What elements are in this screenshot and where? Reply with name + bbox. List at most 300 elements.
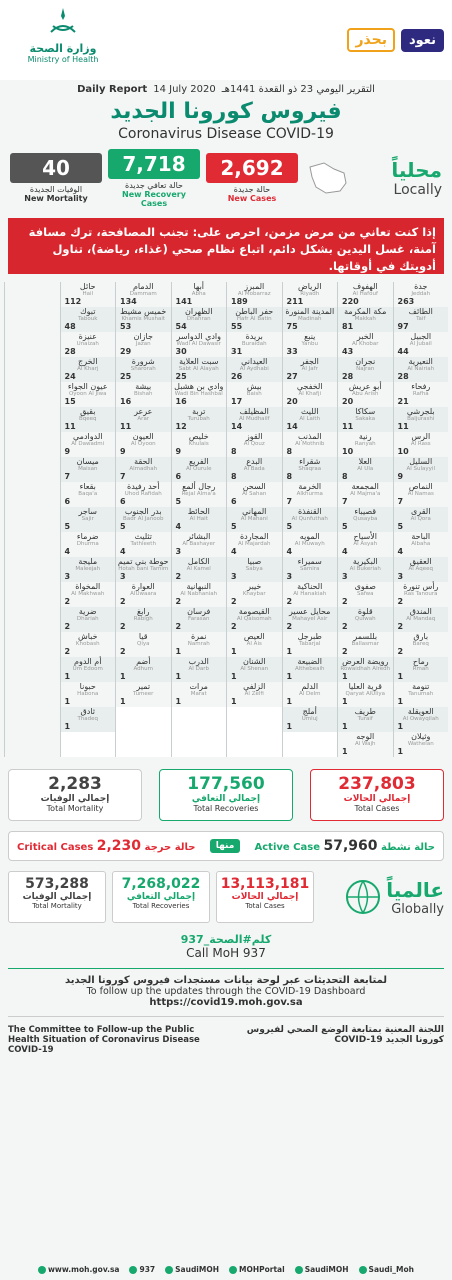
city-cell <box>172 507 227 532</box>
cities-column <box>393 282 449 757</box>
city-case-count: 112 <box>64 297 82 306</box>
city-case-count: 43 <box>342 347 354 356</box>
city-case-count: 14 <box>231 422 243 431</box>
total-recoveries-value: 177,560 <box>187 774 265 794</box>
cities-column <box>226 282 282 757</box>
city-name-en: Al Bashayer <box>182 541 216 547</box>
city-name-en: Dammam <box>129 291 157 297</box>
city-cell <box>283 482 338 507</box>
city-name-en: Sharorah <box>130 366 156 372</box>
city-name-en: Uhod Rafidah <box>124 491 162 497</box>
footer-portal-text: MOHPortal <box>239 1265 285 1274</box>
city-name-ar: المدينة المنورة <box>285 307 335 316</box>
city-cell <box>283 382 338 407</box>
city-name-en: Al Hafouf <box>352 291 378 297</box>
city-name-en: Al Shenan <box>240 666 269 672</box>
city-name-en: Al Aqeeq <box>408 566 433 572</box>
city-cell <box>116 582 171 607</box>
city-cell <box>116 532 171 557</box>
city-name-ar: نجران <box>355 357 376 366</box>
city-name-en: Al Mothnib <box>295 441 325 447</box>
city-case-count: 1 <box>231 647 237 656</box>
city-cell <box>394 657 449 682</box>
city-name-en: Unaizah <box>76 341 99 347</box>
city-cell <box>116 682 171 707</box>
city-name-en: Shaqraa <box>298 466 322 472</box>
city-name-en: Al Mandaq <box>406 616 436 622</box>
city-name-ar: الزلفي <box>243 682 266 691</box>
city-name-en: Najran <box>356 366 375 372</box>
city-name-en: Ranyah <box>354 441 376 447</box>
city-name-en: Hail <box>82 291 94 297</box>
total-mortality-en: Total Mortality <box>46 804 104 813</box>
city-case-count: 2 <box>286 622 293 631</box>
city-name-ar: حفر الباطن <box>235 307 274 316</box>
city-cell <box>227 282 282 307</box>
city-case-count: 263 <box>397 297 415 306</box>
city-name-ar: بدر الجنوب <box>124 507 162 516</box>
city-cell <box>283 457 338 482</box>
header <box>0 0 452 80</box>
city-cell <box>227 432 282 457</box>
city-cell <box>227 332 282 357</box>
global-stats <box>0 861 452 923</box>
city-name-en: Al Kamel <box>186 566 211 572</box>
city-case-count: 1 <box>397 747 404 756</box>
city-case-count: 9 <box>120 447 126 456</box>
city-name-en: Abu Arish <box>352 391 379 397</box>
city-case-count: 29 <box>120 347 132 356</box>
city-cell <box>283 632 338 657</box>
city-name-ar: عنيزة <box>78 332 97 341</box>
cities-column <box>282 282 338 757</box>
city-name-en: Khamis Mushait <box>121 316 166 322</box>
city-case-count: 1 <box>286 672 293 681</box>
city-name-en: Dhariah <box>76 616 99 622</box>
city-name-en: Al Bada <box>243 466 265 472</box>
city-cell <box>394 432 449 457</box>
city-name-en: Khobash <box>75 641 100 647</box>
city-case-count: 3 <box>231 572 237 581</box>
city-case-count: 55 <box>231 322 243 331</box>
city-cell <box>338 432 393 457</box>
city-cell <box>61 657 116 682</box>
city-case-count: 1 <box>342 672 348 681</box>
city-name-ar: محايل عسير <box>289 607 331 616</box>
city-cell <box>227 457 282 482</box>
footer-phone[interactable] <box>129 1265 155 1274</box>
city-cell <box>227 507 282 532</box>
city-cell <box>338 407 393 432</box>
city-name-en: Al Darb <box>188 666 209 672</box>
city-name-ar: عيون الجواء <box>67 382 108 391</box>
city-name-ar: بارق <box>413 632 429 641</box>
city-cell <box>172 382 227 407</box>
city-case-count: 48 <box>64 322 76 331</box>
page-title-ar: فيروس كورونا الجديد <box>110 99 342 124</box>
city-name-ar: الجبيل <box>410 332 432 341</box>
city-case-count: 4 <box>231 547 237 556</box>
city-cell <box>394 682 449 707</box>
city-name-ar: الحناكية <box>297 582 323 591</box>
cities-column <box>171 282 227 757</box>
footer-twitter-text: SaudiMOH <box>175 1265 219 1274</box>
city-case-count: 3 <box>397 572 404 581</box>
city-name-en: Al Laith <box>299 416 321 422</box>
city-name-en: Al Nabhaniah <box>180 591 218 597</box>
city-name-en: Al Kharj <box>77 366 99 372</box>
city-name-ar: رنية <box>358 432 372 441</box>
city-name-en: Althebeaih <box>294 666 325 672</box>
city-name-en: Al Qora <box>410 516 431 522</box>
city-cell <box>172 682 227 707</box>
city-name-ar: القرى <box>411 507 431 516</box>
city-cell <box>116 657 171 682</box>
city-name-ar: بريدة <box>245 332 263 341</box>
committee-section <box>8 1016 444 1055</box>
city-cell <box>338 707 393 732</box>
city-case-count: 1 <box>175 647 182 656</box>
city-cell <box>338 307 393 332</box>
city-name-en: Marat <box>190 691 207 697</box>
city-name-ar: ضرماء <box>76 532 99 541</box>
city-name-ar: أبها <box>193 282 205 291</box>
city-cell <box>338 457 393 482</box>
city-case-count: 1 <box>64 722 71 731</box>
city-name-en: Bishah <box>133 391 153 397</box>
city-cell <box>283 682 338 707</box>
city-cell <box>61 457 116 482</box>
city-cell <box>61 557 116 582</box>
globally-en: Globally <box>391 901 444 917</box>
city-cell <box>172 607 227 632</box>
global-mortality <box>8 871 106 923</box>
city-name-ar: قرية العليا <box>348 682 382 691</box>
footer-snapchat[interactable] <box>359 1265 414 1274</box>
city-name-ar: تبوك <box>80 307 96 316</box>
footer-website[interactable] <box>38 1265 119 1274</box>
city-name-ar: سميراء <box>297 557 322 566</box>
city-case-count: 5 <box>120 522 126 531</box>
city-name-ar: المظيلف <box>239 407 269 416</box>
city-cell <box>116 507 171 532</box>
city-cell <box>283 282 338 307</box>
new-mortality-en: New Mortality <box>24 194 88 203</box>
city-name-en: Yanbu <box>301 341 318 347</box>
city-case-count: 3 <box>342 572 348 581</box>
city-cell <box>61 607 116 632</box>
city-name-en: Mahayel Asir <box>292 616 328 622</box>
city-name-en: Al Jafr <box>301 366 318 372</box>
city-cell <box>227 682 282 707</box>
city-name-ar: الدلم <box>301 682 319 691</box>
campaign-logo <box>347 28 444 52</box>
city-case-count: 1 <box>286 722 293 731</box>
city-name-en: Thadeq <box>77 716 99 722</box>
city-name-ar: العيون <box>132 432 154 441</box>
city-name-ar: مرات <box>189 682 208 691</box>
city-name-en: Um Edoom <box>72 666 103 672</box>
city-name-ar: المذنب <box>297 432 322 441</box>
city-name-en: Al Qaisomah <box>236 616 272 622</box>
city-cell <box>61 707 116 732</box>
city-name-en: Al Khobar <box>351 341 379 347</box>
footer-website-text: www.moh.gov.sa <box>48 1265 120 1274</box>
city-cell <box>116 557 171 582</box>
city-name-ar: تثليث <box>134 532 153 541</box>
city-name-en: Adhum <box>133 666 153 672</box>
critical-cases <box>17 838 196 854</box>
city-case-count: 3 <box>120 572 126 581</box>
city-cell <box>116 707 171 732</box>
locally-ar: محلياً <box>391 158 442 182</box>
city-cell <box>394 482 449 507</box>
city-case-count: 5 <box>397 522 404 531</box>
cities-grid <box>4 282 448 757</box>
city-name-en: Sabya <box>245 566 263 572</box>
city-case-count: 3 <box>175 547 182 556</box>
campaign-word-yellow: بحذر <box>347 28 395 52</box>
global-cases-en: Total Cases <box>245 902 285 910</box>
city-cell <box>61 332 116 357</box>
city-name-ar: النعيرية <box>408 357 433 366</box>
city-case-count: 2 <box>64 647 71 656</box>
city-cell <box>116 382 171 407</box>
city-cell <box>172 282 227 307</box>
city-cell <box>227 582 282 607</box>
report-label: Daily Report <box>77 84 148 95</box>
city-case-count: 25 <box>120 372 132 381</box>
city-name-en: Tanumah <box>408 691 434 697</box>
city-name-ar: نمرة <box>191 632 207 641</box>
city-cell <box>394 282 449 307</box>
city-cell <box>394 707 449 732</box>
youtube-icon <box>295 1266 303 1274</box>
city-cell <box>172 632 227 657</box>
city-name-ar: الجفر <box>300 357 319 366</box>
city-cell <box>116 282 171 307</box>
city-cell <box>338 607 393 632</box>
city-case-count: 1 <box>175 697 182 706</box>
city-name-en: Al Majma'a <box>350 491 381 497</box>
city-name-ar: رماح <box>412 657 429 666</box>
city-name-ar: القوز <box>245 432 263 441</box>
city-name-en: Khaybar <box>242 591 266 597</box>
city-case-count: 4 <box>64 547 71 556</box>
city-case-count: 2 <box>64 622 71 631</box>
city-cell <box>283 707 338 732</box>
city-cell <box>227 382 282 407</box>
city-name-en: Wadi Bin Hashbal <box>174 391 223 397</box>
city-cell <box>227 557 282 582</box>
city-cell <box>283 657 338 682</box>
city-name-ar: الظهران <box>185 307 213 316</box>
total-recoveries-en: Total Recoveries <box>193 804 259 813</box>
city-cell <box>172 407 227 432</box>
city-case-count: 2 <box>342 647 348 656</box>
city-case-count: 2 <box>175 572 182 581</box>
city-case-count: 2 <box>397 597 404 606</box>
city-name-en: Safwa <box>356 591 374 597</box>
city-name-ar: المجمعة <box>351 482 379 491</box>
city-cell <box>61 532 116 557</box>
city-name-ar: رابغ <box>136 607 150 616</box>
city-case-count: 11 <box>64 422 76 431</box>
city-cell <box>116 607 171 632</box>
city-case-count: 2 <box>397 622 404 631</box>
city-name-ar: الرس <box>411 432 431 441</box>
footer-twitter[interactable] <box>165 1265 219 1274</box>
city-name-en: Farasan <box>188 616 210 622</box>
city-name-ar: طبرجل <box>297 632 322 641</box>
city-case-count: 4 <box>120 547 126 556</box>
of-them-badge: منها <box>210 839 241 853</box>
global-mortality-ar: إجمالي الوفيات <box>22 892 92 902</box>
city-cell <box>394 557 449 582</box>
city-name-ar: أحد رفيدة <box>127 482 160 491</box>
city-name-en: Hafr Al Batin <box>236 316 272 322</box>
city-case-count: 26 <box>231 372 243 381</box>
city-name-en: Al Nairiah <box>407 366 435 372</box>
city-name-ar: طريف <box>354 707 376 716</box>
footer-snapchat-text: Saudi_Moh <box>368 1265 414 1274</box>
city-case-count: 2 <box>342 622 348 631</box>
city-name-en: Al Sulayyil <box>406 466 435 472</box>
city-case-count: 4 <box>342 547 348 556</box>
city-name-ar: مليجة <box>78 557 98 566</box>
city-case-count: 1 <box>397 697 404 706</box>
city-name-ar: مكة المكرمة <box>344 307 387 316</box>
city-name-ar: جازان <box>133 332 153 341</box>
city-name-ar: الخبر <box>356 332 374 341</box>
city-case-count: 1 <box>64 672 71 681</box>
city-case-count: 2 <box>286 597 293 606</box>
city-cell <box>116 457 171 482</box>
city-case-count: 7 <box>64 472 71 481</box>
city-cell <box>283 407 338 432</box>
call-hashtag: كلم#الصحة_937 <box>180 933 272 946</box>
city-case-count: 6 <box>231 497 237 506</box>
city-name-ar: العيداني <box>241 357 268 366</box>
city-name-ar: الفريع <box>188 457 209 466</box>
dashboard-link[interactable]: https://covid19.moh.gov.sa <box>149 997 303 1008</box>
city-name-en: Al Owayqilah <box>402 716 439 722</box>
city-case-count: 189 <box>231 297 248 306</box>
city-case-count: 5 <box>286 522 293 531</box>
committee-en: The Committee to Follow-up the Public Health Situation of Coronavirus Disease COVID-19 <box>8 1025 200 1055</box>
new-recovery-counter <box>108 149 200 208</box>
moh-name-en: Ministry of Health <box>27 55 99 64</box>
city-name-en: Al Hait <box>189 516 208 522</box>
new-cases-counter <box>206 153 298 203</box>
city-case-count: 1 <box>175 672 182 681</box>
city-name-en: Al Asyah <box>353 541 378 547</box>
city-name-ar: خميس مشيط <box>120 307 167 316</box>
city-cell <box>116 482 171 507</box>
city-name-en: Badr Al Janoob <box>123 516 164 522</box>
city-name-ar: السليل <box>409 457 433 466</box>
city-cell <box>116 732 171 757</box>
city-name-en: Qusayba <box>353 516 378 522</box>
city-case-count: 8 <box>231 447 237 456</box>
city-case-count: 10 <box>342 447 354 456</box>
hashtag-icon <box>229 1266 237 1274</box>
total-recoveries <box>159 769 293 821</box>
city-case-count: 12 <box>175 422 187 431</box>
city-cell <box>61 682 116 707</box>
city-case-count: 1 <box>120 672 126 681</box>
city-cell <box>227 307 282 332</box>
city-case-count: 2 <box>120 622 126 631</box>
city-cell <box>338 482 393 507</box>
city-name-ar: الوجه <box>356 732 375 741</box>
city-name-ar: أملج <box>302 707 317 716</box>
city-case-count: 141 <box>175 297 193 306</box>
city-cell <box>116 432 171 457</box>
total-cases-en: Total Cases <box>354 804 400 813</box>
city-case-count: 2 <box>342 597 348 606</box>
city-name-en: Baqa'a <box>78 491 98 497</box>
city-case-count: 2 <box>231 622 237 631</box>
city-cell <box>61 582 116 607</box>
city-case-count: 2 <box>64 597 71 606</box>
city-name-en: Rafha <box>412 391 429 397</box>
city-name-en: Baljurashi <box>407 416 435 422</box>
city-cell <box>283 532 338 557</box>
city-cell <box>172 582 227 607</box>
city-name-en: Umluj <box>301 716 318 722</box>
city-name-ar: أم الدوم <box>74 657 102 666</box>
dashboard-text-ar: لمتابعة التحديثات عبر لوحة بيانات مستجدات فيروس كورونا الجديد <box>64 975 388 986</box>
new-recovery-ar: حالة تعافي جديدة <box>125 180 183 190</box>
city-case-count: 2 <box>397 647 404 656</box>
city-name-en: Abha <box>191 291 206 297</box>
city-name-ar: المهاني <box>242 507 267 516</box>
globally-heading <box>344 878 444 917</box>
city-cell <box>227 407 282 432</box>
locally-en: Locally <box>393 182 442 198</box>
city-name-ar: قيا <box>138 632 148 641</box>
city-name-ar: سبت العلاية <box>179 357 219 366</box>
global-recoveries-en: Total Recoveries <box>132 902 190 910</box>
city-name-en: Arar <box>137 416 150 422</box>
city-name-en: Qiya <box>137 641 150 647</box>
report-date-en: 14 July 2020 <box>153 84 216 95</box>
city-case-count: 3 <box>64 572 71 581</box>
city-case-count: 11 <box>342 422 354 431</box>
city-case-count: 30 <box>175 347 187 356</box>
city-case-count: 14 <box>286 422 298 431</box>
footer-portal[interactable] <box>229 1265 285 1274</box>
city-cell <box>172 307 227 332</box>
city-name-en: Al Qunfuthah <box>291 516 328 522</box>
city-case-count: 8 <box>342 472 348 481</box>
city-cell <box>116 307 171 332</box>
new-mortality-ar: الوفيات الجديدة <box>29 185 83 194</box>
city-case-count: 28 <box>342 372 354 381</box>
city-case-count: 1 <box>342 722 348 731</box>
city-name-en: Sakaka <box>355 416 376 422</box>
city-name-ar: رأس تنورة <box>403 582 439 591</box>
city-case-count: 4 <box>286 547 293 556</box>
city-name-ar: العقيق <box>409 557 432 566</box>
footer-phone-text: 937 <box>139 1265 156 1274</box>
call-section <box>0 933 452 960</box>
city-name-ar: الرياض <box>298 282 322 291</box>
footer-youtube[interactable] <box>295 1265 349 1274</box>
city-name-ar: ساجر <box>78 507 97 516</box>
page-title-en: Coronavirus Disease COVID-19 <box>118 126 334 142</box>
